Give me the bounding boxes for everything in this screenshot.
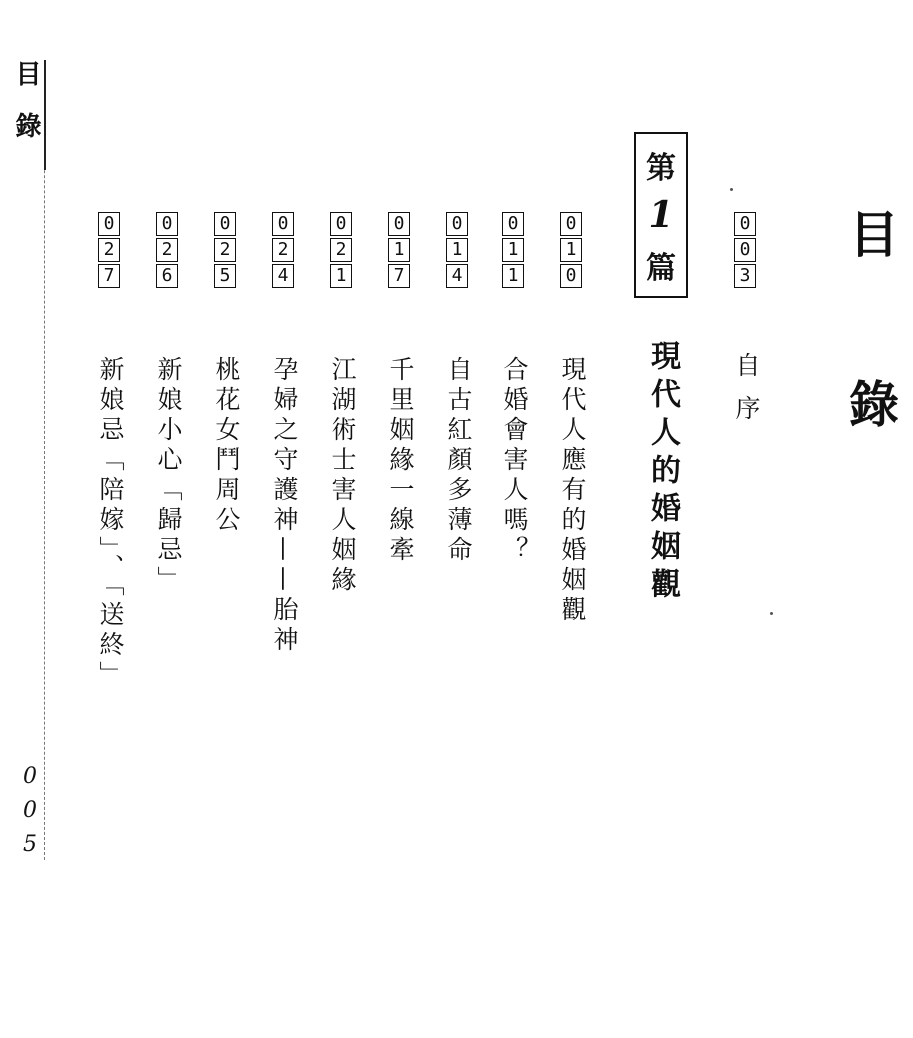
page-digit-box: 5 [214, 264, 236, 288]
page-digit-box: 0 [734, 212, 756, 236]
page-number-digit: 0 [23, 798, 37, 823]
page-digit-box: 0 [330, 212, 352, 236]
page-digit-box: 0 [272, 212, 294, 236]
page-digit-box: 0 [560, 264, 582, 288]
entry-page-ref [330, 212, 352, 288]
page-digit-box: 2 [214, 238, 236, 262]
page-digit-box: 1 [502, 238, 524, 262]
toc-entry: 新娘小心「歸忌」 [154, 356, 183, 596]
part-label-number: 1 [648, 193, 674, 236]
page-digit-box: 0 [98, 212, 120, 236]
page-number-digit: 0 [23, 764, 37, 789]
toc-entry: 新娘忌「陪嫁」、「送終」 [96, 356, 125, 691]
page-digit-box: 2 [98, 238, 120, 262]
page-digit-box: 4 [446, 264, 468, 288]
part-label-suffix: 篇 [646, 250, 676, 286]
preface-page-ref [734, 212, 756, 288]
toc-entry: 現代人應有的婚姻觀 [558, 356, 587, 626]
part-label [634, 132, 688, 298]
entry-page-ref [560, 212, 582, 288]
page-digit-box: 0 [502, 212, 524, 236]
preface-title: 自序 [732, 352, 761, 438]
entry-page-ref [214, 212, 236, 288]
page-digit-box: 1 [330, 264, 352, 288]
page-digit-box: 1 [446, 238, 468, 262]
page-digit-box: 1 [388, 238, 410, 262]
toc-entry: 江湖術士害人姻緣 [328, 356, 357, 596]
toc-entry: 桃花女鬥周公 [212, 356, 241, 536]
print-speck [730, 188, 733, 191]
page-number [18, 760, 42, 862]
page-digit-box: 7 [388, 264, 410, 288]
page-digit-box: 1 [560, 238, 582, 262]
page-digit-box: 2 [156, 238, 178, 262]
entry-page-ref [502, 212, 524, 288]
page-digit-box: 1 [502, 264, 524, 288]
page-digit-box: 2 [272, 238, 294, 262]
toc-entry: 千里姻緣一線牽 [386, 356, 415, 566]
page-digit-box: 3 [734, 264, 756, 288]
part-label-prefix: 第 [646, 151, 676, 187]
page-digit-box: 6 [156, 264, 178, 288]
part-title: 現代人的婚姻觀 [645, 340, 680, 606]
entry-page-ref [156, 212, 178, 288]
page-digit-box: 0 [388, 212, 410, 236]
entry-page-ref [272, 212, 294, 288]
toc-entry: 合婚會害人嗎？ [500, 356, 529, 566]
page-digit-box: 0 [446, 212, 468, 236]
entry-page-ref [388, 212, 410, 288]
page-title: 目錄 [841, 208, 899, 548]
entry-page-ref [98, 212, 120, 288]
toc-entry: 孕婦之守護神——胎神 [270, 356, 299, 656]
page-digit-box: 0 [214, 212, 236, 236]
running-header: 目錄 [11, 60, 41, 164]
page-number-digit: 5 [23, 832, 37, 857]
toc-entry: 自古紅顏多薄命 [444, 356, 473, 566]
page-digit-box: 7 [98, 264, 120, 288]
page-digit-box: 0 [156, 212, 178, 236]
page-digit-box: 0 [734, 238, 756, 262]
page-digit-box: 4 [272, 264, 294, 288]
entry-page-ref [446, 212, 468, 288]
page-digit-box: 0 [560, 212, 582, 236]
margin-rule [44, 60, 45, 860]
margin-rule-header [44, 60, 46, 170]
page-digit-box: 2 [330, 238, 352, 262]
print-speck [770, 612, 773, 615]
